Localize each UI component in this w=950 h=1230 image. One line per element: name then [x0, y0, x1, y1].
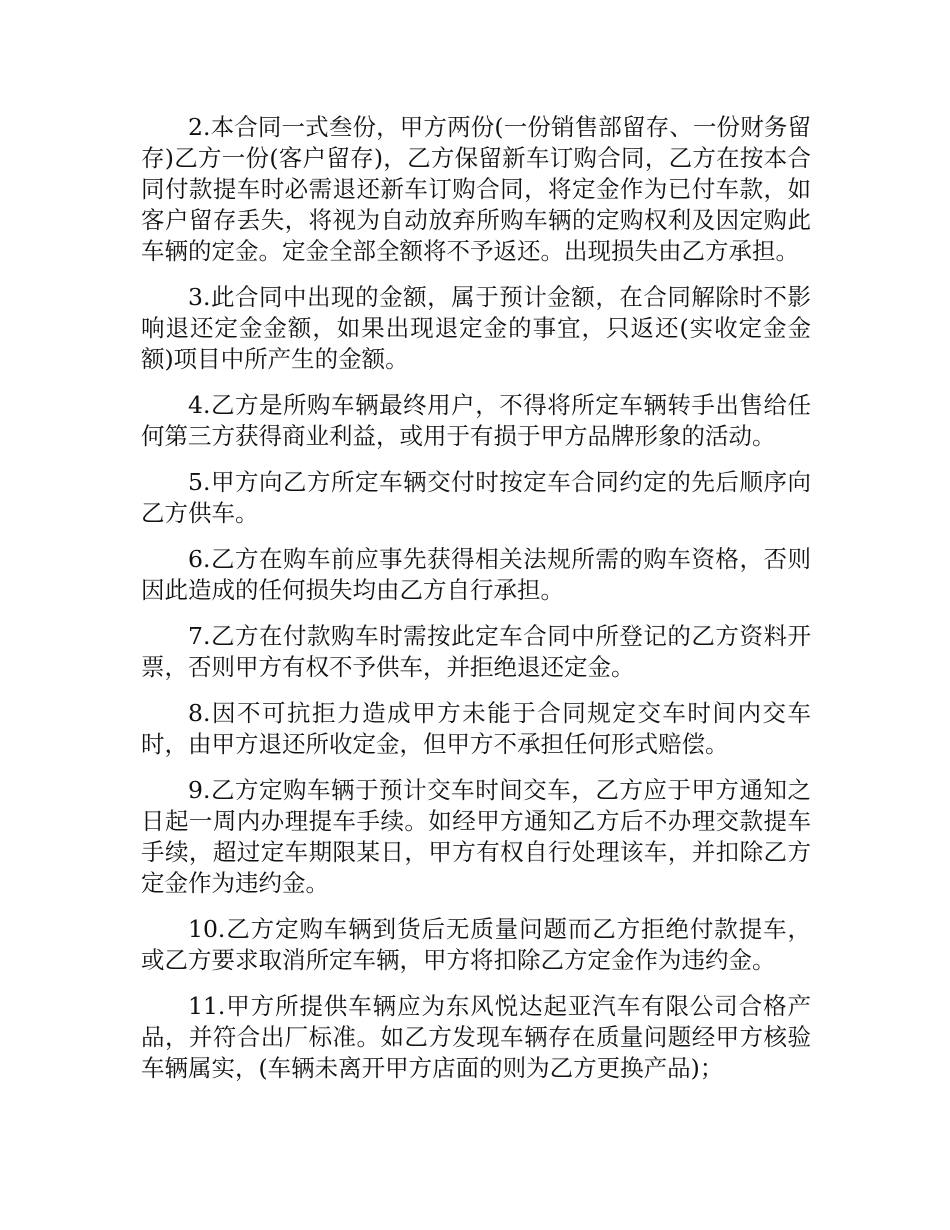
clause-10: 10.乙方定购车辆到货后无质量问题而乙方拒绝付款提车，或乙方要求取消所定车辆，甲方将扣除乙方定金作为违约金。	[141, 915, 811, 974]
clause-5: 5.甲方向乙方所定车辆交付时按定车合同约定的先后顺序向乙方供车。	[141, 468, 811, 527]
clause-3: 3.此合同中出现的金额，属于预计金额，在合同解除时不影响退还定金金额，如果出现退定金的事宜，只返还(实收定金金额)项目中所产生的金额。	[141, 283, 811, 373]
clause-7: 7.乙方在付款购车时需按此定车合同中所登记的乙方资料开票，否则甲方有权不予供车，并拒绝退还定金。	[141, 622, 811, 681]
clause-4: 4.乙方是所购车辆最终用户，不得将所定车辆转手出售给任何第三方获得商业利益，或用于有损于甲方品牌形象的活动。	[141, 391, 811, 450]
clause-6: 6.乙方在购车前应事先获得相关法规所需的购车资格，否则因此造成的任何损失均由乙方自行承担。	[141, 545, 811, 604]
clause-9: 9.乙方定购车辆于预计交车时间交车，乙方应于甲方通知之日起一周内办理提车手续。如经甲方通知乙方后不办理交款提车手续，超过定车期限某日，甲方有权自行处理该车，并扣除乙方定金作为违约金。	[141, 776, 811, 897]
clause-11: 11.甲方所提供车辆应为东风悦达起亚汽车有限公司合格产品，并符合出厂标准。如乙方发现车辆存在质量问题经甲方核验车辆属实，(车辆未离开甲方店面的则为乙方更换产品)；	[141, 992, 811, 1082]
clause-8: 8.因不可抗拒力造成甲方未能于合同规定交车时间内交车时，由甲方退还所收定金，但甲方不承担任何形式赔偿。	[141, 699, 811, 758]
contract-page	[141, 112, 811, 1099]
clause-2: 2.本合同一式叁份，甲方两份(一份销售部留存、一份财务留存)乙方一份(客户留存)，乙方保留新车订购合同，乙方在按本合同付款提车时必需退还新车订购合同，将定金作为已付车款，如客户留存丢失，将视为自动放弃所购车辆的定购权利及因定购此车辆的定金。定金全部全额将不予返还。出现损失由乙方承担。	[141, 113, 811, 265]
